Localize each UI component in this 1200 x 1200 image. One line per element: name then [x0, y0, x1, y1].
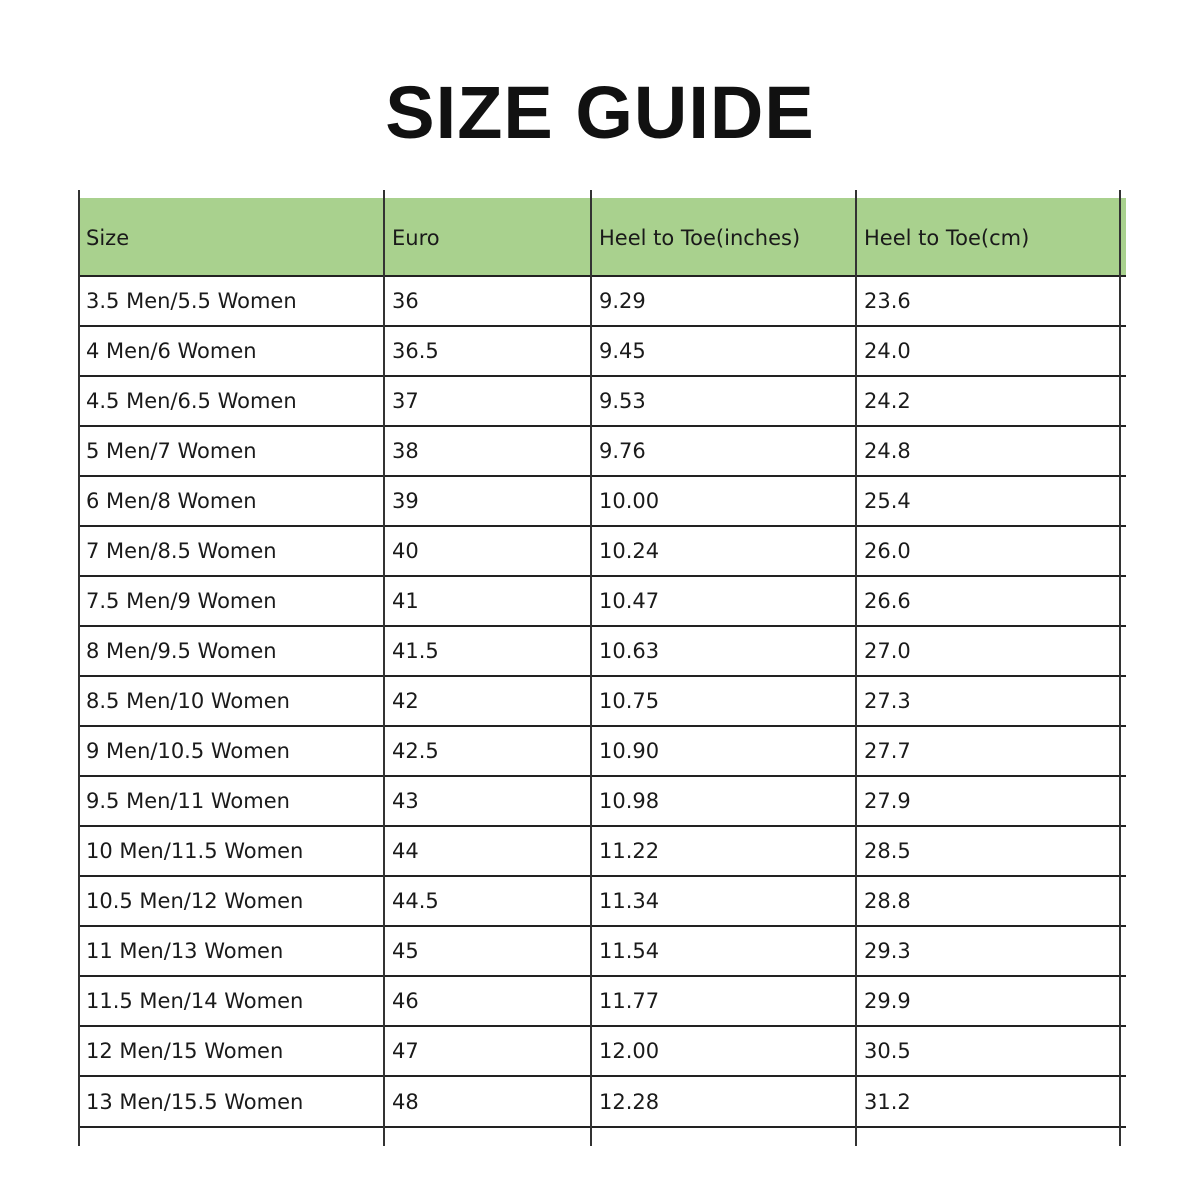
euro-cell: 44.5 [384, 876, 591, 926]
size-cell: 9.5 Men/11 Women [78, 776, 384, 826]
page-title: SIZE GUIDE [385, 71, 815, 154]
heel-to-toe-inches-cell: 9.45 [591, 326, 856, 376]
heel-to-toe-cm-cell: 31.2 [856, 1076, 1126, 1127]
heel-to-toe-cm-cell: 24.2 [856, 376, 1126, 426]
size-cell: 6 Men/8 Women [78, 476, 384, 526]
size-cell: 7 Men/8.5 Women [78, 526, 384, 576]
heel-to-toe-inches-cell: 12.28 [591, 1076, 856, 1127]
heel-to-toe-inches-cell: 11.22 [591, 826, 856, 876]
euro-cell: 36 [384, 276, 591, 326]
euro-cell: 42 [384, 676, 591, 726]
heel-to-toe-inches-cell: 9.53 [591, 376, 856, 426]
column-divider [383, 190, 385, 1146]
size-cell: 11 Men/13 Women [78, 926, 384, 976]
heel-to-toe-cm-cell: 25.4 [856, 476, 1126, 526]
heel-to-toe-inches-cell: 11.54 [591, 926, 856, 976]
column-header-size: Size [78, 198, 384, 276]
heel-to-toe-cm-cell: 29.3 [856, 926, 1126, 976]
euro-cell: 46 [384, 976, 591, 1026]
heel-to-toe-inches-cell: 10.63 [591, 626, 856, 676]
euro-cell: 42.5 [384, 726, 591, 776]
table-row [78, 426, 1126, 476]
euro-cell: 36.5 [384, 326, 591, 376]
heel-to-toe-cm-cell: 23.6 [856, 276, 1126, 326]
heel-to-toe-cm-cell: 27.3 [856, 676, 1126, 726]
size-cell: 8.5 Men/10 Women [78, 676, 384, 726]
table-row [78, 1026, 1126, 1076]
heel-to-toe-inches-cell: 10.47 [591, 576, 856, 626]
table-row [78, 776, 1126, 826]
heel-to-toe-inches-cell: 9.76 [591, 426, 856, 476]
heel-to-toe-cm-cell: 29.9 [856, 976, 1126, 1026]
heel-to-toe-inches-cell: 10.90 [591, 726, 856, 776]
euro-cell: 45 [384, 926, 591, 976]
heel-to-toe-inches-cell: 10.98 [591, 776, 856, 826]
table-row [78, 326, 1126, 376]
heel-to-toe-cm-cell: 28.5 [856, 826, 1126, 876]
table-row [78, 876, 1126, 926]
euro-cell: 43 [384, 776, 591, 826]
table-row [78, 826, 1126, 876]
table-row [78, 676, 1126, 726]
size-cell: 3.5 Men/5.5 Women [78, 276, 384, 326]
heel-to-toe-inches-cell: 11.34 [591, 876, 856, 926]
size-guide-table-container [78, 190, 1126, 1146]
column-header-heel-to-toe-cm: Heel to Toe(cm) [856, 198, 1126, 276]
heel-to-toe-cm-cell: 27.0 [856, 626, 1126, 676]
euro-cell: 41 [384, 576, 591, 626]
table-header-row [78, 198, 1126, 276]
heel-to-toe-cm-cell: 30.5 [856, 1026, 1126, 1076]
table-row [78, 376, 1126, 426]
heel-to-toe-cm-cell: 26.0 [856, 526, 1126, 576]
size-cell: 8 Men/9.5 Women [78, 626, 384, 676]
table-row [78, 726, 1126, 776]
heel-to-toe-inches-cell: 12.00 [591, 1026, 856, 1076]
size-cell: 7.5 Men/9 Women [78, 576, 384, 626]
size-guide-table [78, 198, 1126, 1128]
heel-to-toe-cm-cell: 24.8 [856, 426, 1126, 476]
size-cell: 10 Men/11.5 Women [78, 826, 384, 876]
heel-to-toe-cm-cell: 27.9 [856, 776, 1126, 826]
euro-cell: 40 [384, 526, 591, 576]
heel-to-toe-cm-cell: 26.6 [856, 576, 1126, 626]
heel-to-toe-cm-cell: 27.7 [856, 726, 1126, 776]
heel-to-toe-inches-cell: 11.77 [591, 976, 856, 1026]
column-divider [590, 190, 592, 1146]
table-row [78, 276, 1126, 326]
heel-to-toe-inches-cell: 10.00 [591, 476, 856, 526]
size-cell: 12 Men/15 Women [78, 1026, 384, 1076]
table-row [78, 526, 1126, 576]
table-border-right [1119, 190, 1121, 1146]
heel-to-toe-cm-cell: 24.0 [856, 326, 1126, 376]
table-row [78, 476, 1126, 526]
table-row [78, 576, 1126, 626]
heel-to-toe-cm-cell: 28.8 [856, 876, 1126, 926]
euro-cell: 44 [384, 826, 591, 876]
size-cell: 13 Men/15.5 Women [78, 1076, 384, 1127]
table-body [78, 276, 1126, 1127]
column-header-heel-to-toe-inches: Heel to Toe(inches) [591, 198, 856, 276]
heel-to-toe-inches-cell: 9.29 [591, 276, 856, 326]
table-row [78, 1076, 1126, 1127]
size-cell: 10.5 Men/12 Women [78, 876, 384, 926]
euro-cell: 38 [384, 426, 591, 476]
euro-cell: 41.5 [384, 626, 591, 676]
heel-to-toe-inches-cell: 10.75 [591, 676, 856, 726]
table-row [78, 926, 1126, 976]
heel-to-toe-inches-cell: 10.24 [591, 526, 856, 576]
table-border-left [78, 190, 80, 1146]
size-cell: 11.5 Men/14 Women [78, 976, 384, 1026]
table-row [78, 626, 1126, 676]
euro-cell: 47 [384, 1026, 591, 1076]
size-cell: 5 Men/7 Women [78, 426, 384, 476]
euro-cell: 48 [384, 1076, 591, 1127]
euro-cell: 39 [384, 476, 591, 526]
column-divider [855, 190, 857, 1146]
table-row [78, 976, 1126, 1026]
size-cell: 9 Men/10.5 Women [78, 726, 384, 776]
size-cell: 4 Men/6 Women [78, 326, 384, 376]
size-cell: 4.5 Men/6.5 Women [78, 376, 384, 426]
column-header-euro: Euro [384, 198, 591, 276]
euro-cell: 37 [384, 376, 591, 426]
